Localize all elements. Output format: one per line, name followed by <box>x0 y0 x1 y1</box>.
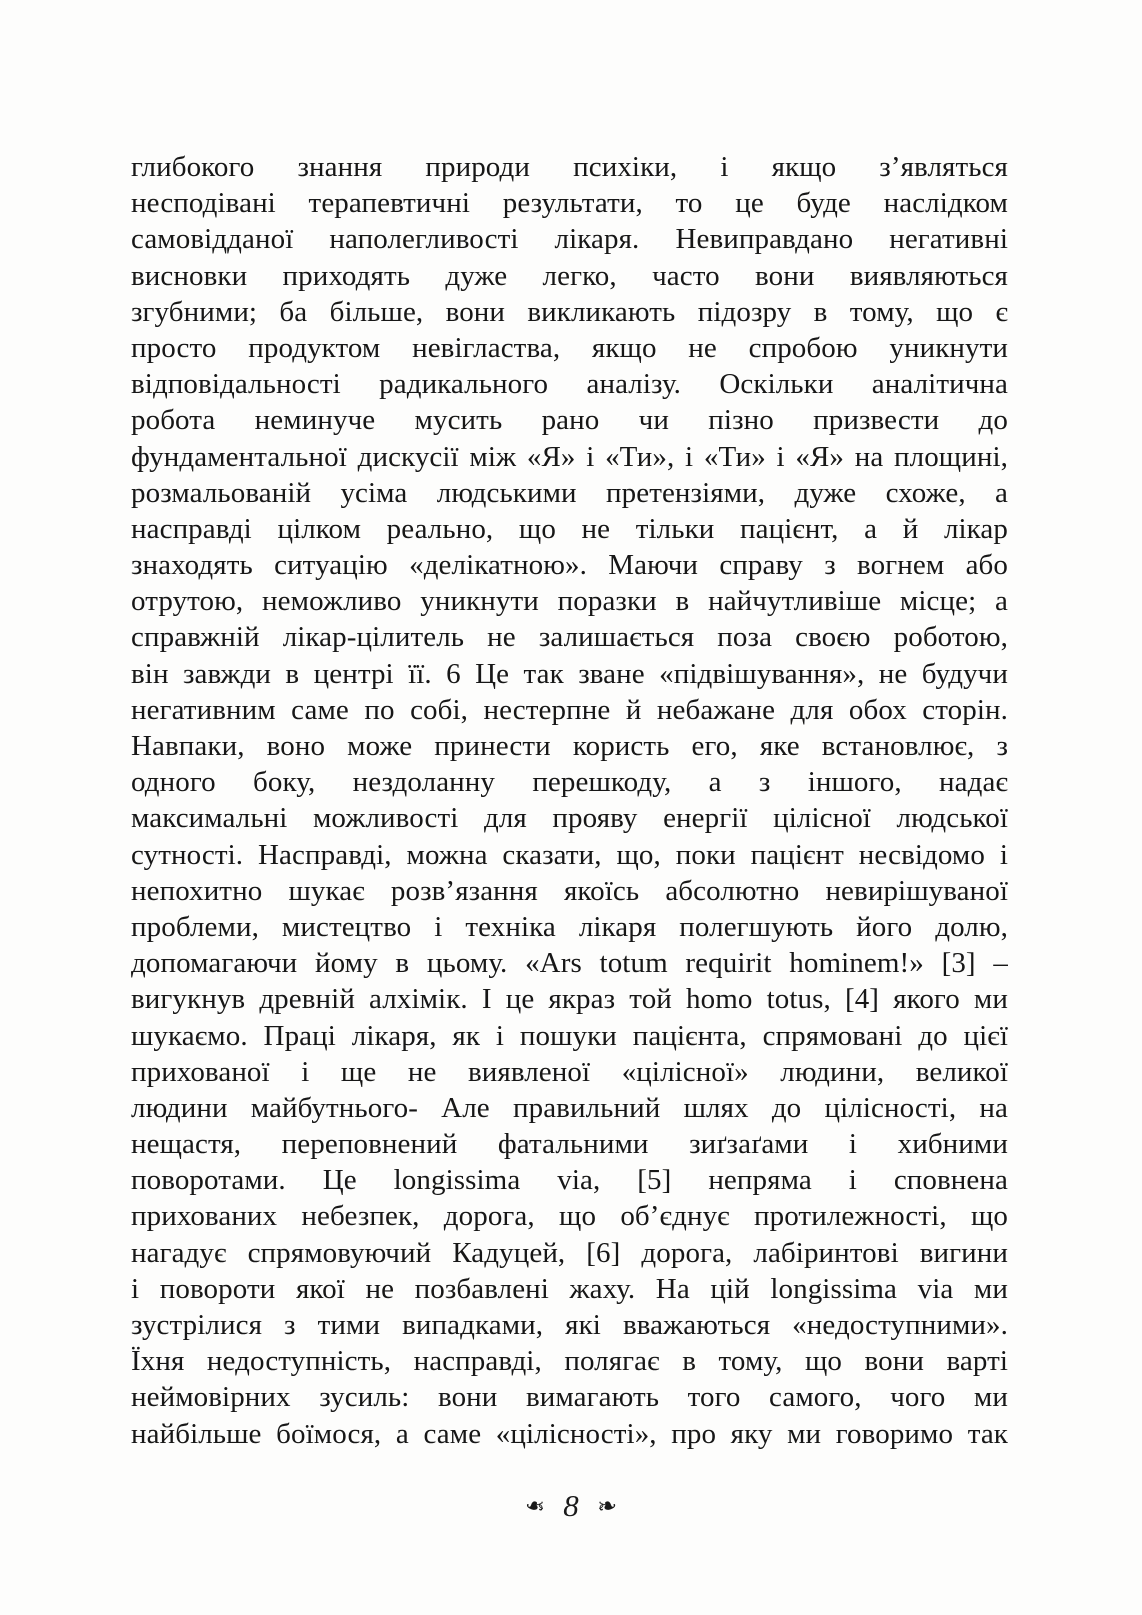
text-line: допомагаючи йому в цьому. «Ars totum requirit hominem!» [3] – <box>131 947 1008 980</box>
text-line: вигукнув древній алхімік. І це якраз той homo totus, [4] якого ми <box>131 983 1008 1016</box>
text-line: і повороти якої не позбавлені жаху. На цій longissima via ми <box>131 1272 1008 1305</box>
text-line: відповідальності радикального аналізу. Оскільки аналітична <box>131 368 1008 401</box>
text-line: отрутою, неможливо уникнути поразки в найчутливіше місце; а <box>131 585 1008 618</box>
text-line: згубними; ба більше, вони викликають підозру в тому, що є <box>131 295 1008 328</box>
text-line: робота неминуче мусить рано чи пізно призвести до <box>131 404 1008 437</box>
text-line: фундаментальної дискусії між «Я» і «Ти», і «Ти» і «Я» на площині, <box>131 440 1008 473</box>
text-line: самовідданої наполегливості лікаря. Невиправдано негативні <box>131 223 1008 256</box>
text-line: розмальованій усіма людськими претензіями, дуже схоже, а <box>131 476 1008 509</box>
text-line: негативним саме по собі, нестерпне й небажане для обох сторін. <box>131 693 1008 726</box>
text-line: шукаємо. Праці лікаря, як і пошуки пацієнта, спрямовані до цієї <box>131 1019 1008 1052</box>
text-line: нещастя, переповнений фатальними зиґзаґами і хибними <box>131 1128 1008 1161</box>
text-line: насправді цілком реально, що не тільки пацієнт, а й лікар <box>131 512 1008 545</box>
page-text <box>131 149 1008 1452</box>
text-line: несподівані терапевтичні результати, то це буде наслідком <box>131 187 1008 220</box>
text-line: просто продуктом невігластва, якщо не спробою уникнути <box>131 331 1008 364</box>
text-line: поворотами. Це longissima via, [5] непряма і сповнена <box>131 1164 1008 1197</box>
text-line: одного боку, нездоланну перешкоду, а з іншого, надає <box>131 766 1008 799</box>
text-line: сутності. Насправді, можна сказати, що, поки пацієнт несвідомо і <box>131 838 1008 871</box>
floral-ornament-right-icon: ❧ <box>594 1490 619 1522</box>
text-line: нагадує спрямовуючий Кадуцей, [6] дорога, лабіринтові вигини <box>131 1236 1008 1269</box>
text-line: прихованих небезпек, дорога, що об’єднує протилежності, що <box>131 1200 1008 1233</box>
text-line: Навпаки, воно може принести користь его, яке встановлює, з <box>131 730 1008 762</box>
text-line: висновки приходять дуже легко, часто вони виявляються <box>131 259 1008 292</box>
text-line: знаходять ситуацію «делікатною». Маючи справу з вогнем або <box>131 549 1008 582</box>
text-line: максимальні можливості для прояву енергії цілісної людської <box>131 802 1008 835</box>
text-line: непохитно шукає розв’язання якоїсь абсолютно невирішуваної <box>131 874 1008 907</box>
text-line: глибокого знання природи психіки, і якщо з’являться <box>131 151 1008 183</box>
page-footer <box>0 1486 1142 1526</box>
page-number: 8 <box>563 1488 579 1523</box>
text-line: неймовірних зусиль: вони вимагають того самого, чого ми <box>131 1381 1008 1414</box>
text-line: зустрілися з тими випадками, які вважаються «недоступними». <box>131 1309 1008 1341</box>
text-line: прихованої і ще не виявленої «цілісної» людини, великої <box>131 1055 1008 1088</box>
text-line: проблеми, мистецтво і техніка лікаря полегшують його долю, <box>131 910 1008 943</box>
text-line: Їхня недоступність, насправді, полягає в тому, що вони варті <box>131 1345 1008 1378</box>
text-line: найбільше боїмося, а саме «цілісності», про яку ми говоримо так <box>131 1417 1008 1450</box>
text-line: справжній лікар-цілитель не залишається поза своєю роботою, <box>131 621 1008 654</box>
text-line: людини майбутнього- Але правильний шлях до цілісності, на <box>131 1091 1008 1124</box>
floral-ornament-left-icon: ❧ <box>523 1490 548 1522</box>
text-line: він завжди в центрі її. 6 Це так зване «підвішування», не будучи <box>131 657 1008 690</box>
